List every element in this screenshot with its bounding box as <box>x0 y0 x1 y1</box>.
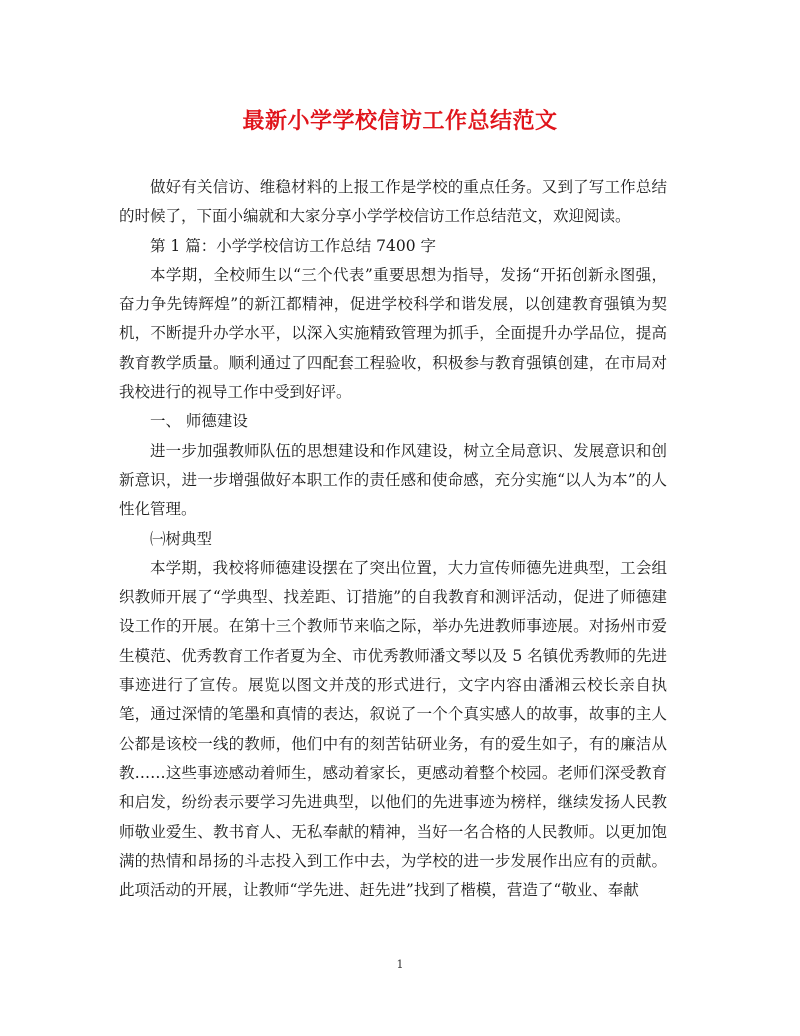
body-paragraph: 进一步加强教师队伍的思想建设和作风建设，树立全局意识、发展意识和创新意识，进一步增强做好本职工作的责任感和使命感，充分实施“以人为本”的人性化管理。 <box>119 441 667 519</box>
section-heading: 一、 师德建设 <box>150 412 248 431</box>
page-number: 1 <box>396 958 404 971</box>
intro-paragraph: 做好有关信访、维稳材料的上报工作是学校的重点任务。又到了写工作总结的时候了，下面小编就和大家分享小学学校信访工作总结范文，欢迎阅读。 <box>119 178 667 226</box>
document-body <box>119 173 667 905</box>
subsection-heading: ㈠树典型 <box>150 529 213 548</box>
article-heading: 第 1 篇：小学学校信访工作总结 7400 字 <box>150 236 437 255</box>
document-title: 最新小学学校信访工作总结范文 <box>242 108 558 134</box>
body-paragraph: 本学期，我校将师德建设摆在了突出位置，大力宣传师德先进典型，工会组织教师开展了“学典型、找差距、订措施”的自我教育和测评活动，促进了师德建设工作的开展。在第十三个教师节来临之际，举办先进教师事迹展。对扬州市爱生模范、优秀教育工作者夏为全、市优秀教师潘文琴以及 5 名镇优秀教师的先进事迹进行了宣传。展览以图文并茂的形式进行，文字内容由潘湘云校长亲自执笔，通过深情的笔墨和真情的表达，叙说了一个个真实感人的故事，故事的主人公都是该校一线的教师，他们中有的刻苦钻研业务，有的爱生如子，有的廉洁从教……这些事迹感动着师生，感动着家长，更感动着整个校园。老师们深受教育和启发，纷纷表示要学习先进典型，以他们的先进事迹为榜样，继续发扬人民教师敬业爱生、教书育人、无私奉献的精神，当好一名合格的人民教师。以更加饱满的热情和昂扬的斗志投入到工作中去，为学校的进一步发展作出应有的贡献。此项活动的开展，让教师“学先进、赶先进”找到了楷模，营造了“敬业、奉献 <box>119 558 667 900</box>
body-paragraph: 本学期，全校师生以“三个代表”重要思想为指导，发扬“开拓创新永图强，奋力争先铸辉煌”的新江都精神，促进学校科学和谐发展，以创建教育强镇为契机，不断提升办学水平，以深入实施精致管理为抓手，全面提升办学品位，提高教育教学质量。顺利通过了四配套工程验收，积极参与教育强镇创建，在市局对我校进行的视导工作中受到好评。 <box>119 265 667 402</box>
